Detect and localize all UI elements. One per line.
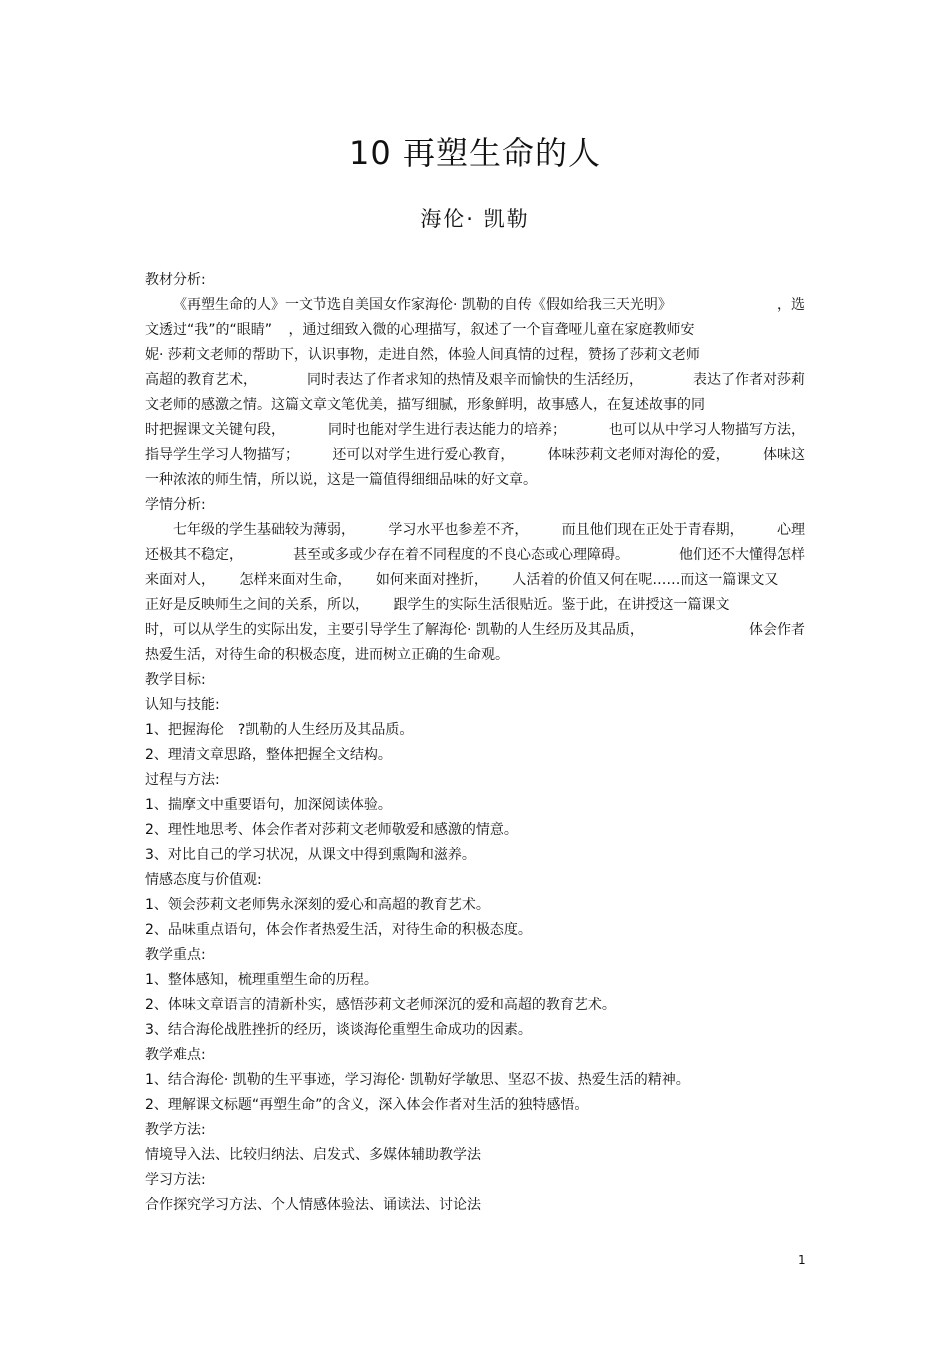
section-heading-teaching-methods: 教学方法: bbox=[145, 1122, 206, 1138]
paragraph-line: 时把握课文关键句段， 同时也能对学生进行表达能力的培养； 也可以从中学习人物描写方法， bbox=[145, 422, 805, 438]
list-item: 2、理性地思考、体会作者对莎莉文老师敬爱和感激的情意。 bbox=[145, 822, 518, 838]
list-item: 1、把握海伦 ?凯勒的人生经历及其品质。 bbox=[145, 722, 414, 738]
paragraph-line: 还极其不稳定， 甚至或多或少存在着不同程度的不良心态或心理障碍。 他们还不大懂得怎样 bbox=[145, 547, 805, 563]
author: 海伦· 凯勒 bbox=[420, 207, 530, 231]
section-heading-textbook-analysis: 教材分析: bbox=[145, 272, 206, 288]
list-item: 2、体味文章语言的清新朴实，感悟莎莉文老师深沉的爱和高超的教育艺术。 bbox=[145, 997, 616, 1013]
paragraph-line: 《再塑生命的人》一文节选自美国女作家海伦· 凯勒的自传《假如给我三天光明》 ，选 bbox=[173, 297, 805, 313]
section-heading-teaching-goals: 教学目标: bbox=[145, 672, 206, 688]
section-heading-learning-methods: 学习方法: bbox=[145, 1172, 206, 1188]
paragraph-line: 来面对人， 怎样来面对生命， 如何来面对挫折， 人活着的价值又何在呢……而这一篇课文又 bbox=[145, 572, 779, 588]
paragraph-line: 七年级的学生基础较为薄弱， 学习水平也参差不齐， 而且他们现在正处于青春期， 心理 bbox=[173, 522, 805, 538]
subheading-cognition: 认知与技能: bbox=[145, 697, 220, 713]
section-heading-difficulties: 教学难点: bbox=[145, 1047, 206, 1063]
section-heading-key-points: 教学重点: bbox=[145, 947, 206, 963]
list-item: 3、对比自己的学习状况，从课文中得到熏陶和滋养。 bbox=[145, 847, 476, 863]
section-heading-student-analysis: 学情分析: bbox=[145, 497, 206, 513]
paragraph-line: 高超的教育艺术， 同时表达了作者求知的热情及艰辛而愉快的生活经历， 表达了作者对莎莉 bbox=[145, 372, 805, 388]
paragraph-line: 指导学生学习人物描写； 还可以对学生进行爱心教育， 体味莎莉文老师对海伦的爱， 体味这 bbox=[145, 447, 805, 463]
paragraph-line: 文老师的感激之情。这篇文章文笔优美，描写细腻，形象鲜明，故事感人，在复述故事的同 bbox=[145, 397, 705, 413]
list-item: 2、品味重点语句，体会作者热爱生活，对待生命的积极态度。 bbox=[145, 922, 532, 938]
teaching-methods-text: 情境导入法、比较归纳法、启发式、多媒体辅助教学法 bbox=[145, 1147, 481, 1163]
paragraph-line: 正好是反映师生之间的关系，所以， 跟学生的实际生活很贴近。鉴于此，在讲授这一篇课文 bbox=[145, 597, 730, 613]
subheading-emotion: 情感态度与价值观: bbox=[145, 872, 262, 888]
document-body bbox=[145, 268, 805, 1218]
list-item: 1、整体感知，梳理重塑生命的历程。 bbox=[145, 972, 378, 988]
list-item: 2、理清文章思路，整体把握全文结构。 bbox=[145, 747, 392, 763]
paragraph-line: 一种浓浓的师生情，所以说，这是一篇值得细细品味的好文章。 bbox=[145, 472, 537, 488]
list-item: 1、揣摩文中重要语句，加深阅读体验。 bbox=[145, 797, 392, 813]
list-item: 1、结合海伦· 凯勒的生平事迹，学习海伦· 凯勒好学敏思、坚忍不拔、热爱生活的精神。 bbox=[145, 1072, 690, 1088]
learning-methods-text: 合作探究学习方法、个人情感体验法、诵读法、讨论法 bbox=[145, 1197, 481, 1213]
list-item: 2、理解课文标题“再塑生命”的含义，深入体会作者对生活的独特感悟。 bbox=[145, 1097, 589, 1113]
paragraph-line: 文透过“我”的“眼睛” ，通过细致入微的心理描写，叙述了一个盲聋哑儿童在家庭教师安 bbox=[145, 322, 695, 338]
subheading-process: 过程与方法: bbox=[145, 772, 220, 788]
paragraph-line: 妮· 莎莉文老师的帮助下，认识事物，走进自然，体验人间真情的过程，赞扬了莎莉文老师 bbox=[145, 347, 700, 363]
page-number: 1 bbox=[798, 1253, 806, 1267]
list-item: 1、领会莎莉文老师隽永深刻的爱心和高超的教育艺术。 bbox=[145, 897, 490, 913]
list-item: 3、结合海伦战胜挫折的经历，谈谈海伦重塑生命成功的因素。 bbox=[145, 1022, 532, 1038]
page-title: 10 再塑生命的人 bbox=[349, 134, 601, 172]
paragraph-line: 热爱生活，对待生命的积极态度，进而树立正确的生命观。 bbox=[145, 647, 509, 663]
paragraph-line: 时，可以从学生的实际出发，主要引导学生了解海伦· 凯勒的人生经历及其品质， 体会作者 bbox=[145, 622, 805, 638]
